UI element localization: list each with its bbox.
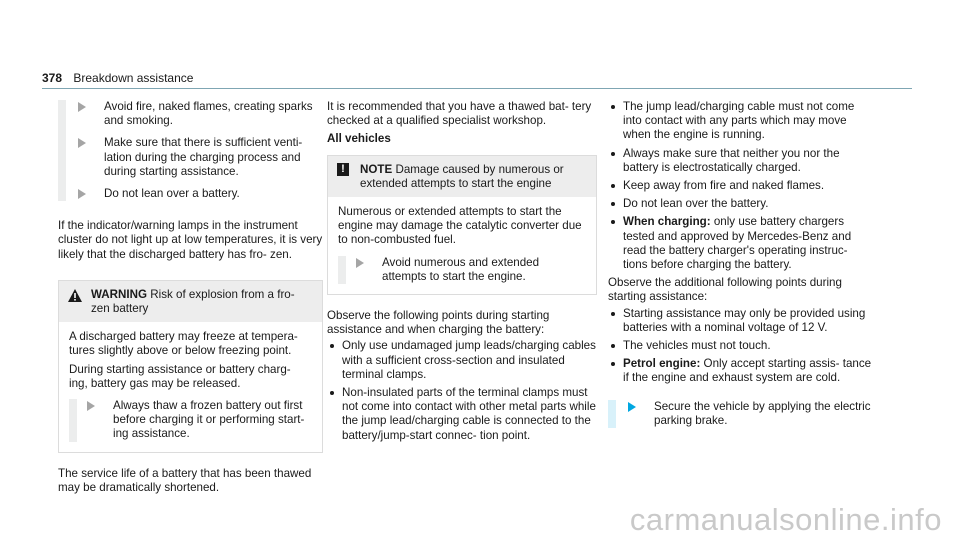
note-header — [328, 156, 596, 197]
exclamation-icon: ! — [337, 163, 349, 176]
final-step-block — [608, 400, 873, 428]
arrow-icon — [78, 189, 86, 199]
step-item — [78, 100, 323, 128]
step-item — [78, 187, 323, 201]
page-number: 378 — [42, 71, 63, 85]
step-text: Always thaw a frozen battery out first before charging it or performing start- ing assistance. — [113, 399, 305, 441]
column-3 — [608, 100, 873, 428]
list-item: Always make sure that neither you nor the battery is electrostatically charged. — [608, 147, 873, 175]
petrol-label: Petrol engine: — [623, 357, 701, 371]
arrow-icon — [356, 258, 364, 268]
header-rule — [42, 88, 912, 89]
charging-label: When charging: — [623, 215, 711, 229]
section-heading: All vehicles — [327, 132, 391, 146]
note-text: Numerous or extended attempts to start the engine may damage the catalytic converter due to non-combusted fuel. — [338, 205, 582, 247]
list-item: Starting assistance may only be provided using batteries with a nominal voltage of 12 V. — [608, 307, 873, 335]
column-1 — [58, 100, 323, 495]
list-item — [608, 215, 873, 272]
warning-body — [59, 322, 322, 451]
bullet-list — [608, 100, 873, 272]
warning-step-block — [69, 399, 312, 442]
list-item: The jump lead/charging cable must not come into contact with any parts which may move when the engine is running. — [608, 100, 873, 143]
charging-text: only use battery chargers tested and approved by Mercedes-Benz and read the battery charger's operating instruc- tions before charging the battery. — [623, 215, 852, 272]
list-item: Do not lean over the battery. — [608, 197, 873, 211]
paragraph: If the indicator/warning lamps in the instrument cluster do not light up at low temperatures, it is very likely that the discharged battery has fro- zen. — [58, 219, 323, 261]
petrol-text: Only accept starting assis- tance if the engine and exhaust system are cold. — [623, 357, 872, 385]
step-item — [87, 399, 312, 442]
list-item: The vehicles must not touch. — [608, 339, 873, 353]
note-title: Damage caused by numerous or extended attempts to start the engine — [360, 162, 564, 190]
paragraph: Observe the additional following points during starting assistance: — [608, 276, 842, 304]
arrow-icon — [78, 102, 86, 112]
bullet-list — [327, 339, 597, 442]
page-header — [42, 71, 193, 85]
list-item: Non-insulated parts of the terminal clamps must not come into contact with other metal parts while the jump lead/charging cable is connected to the battery/jump-start connec- tion point. — [327, 386, 597, 443]
list-item: Only use undamaged jump leads/charging cables with a sufficient cross-section and insulated terminal clamps. — [327, 339, 597, 382]
step-item — [628, 400, 873, 428]
list-item — [608, 357, 873, 385]
warning-text: A discharged battery may freeze at tempera- tures slightly above or below freezing point. — [69, 330, 298, 358]
paragraph: The service life of a battery that has been thawed may be dramatically shortened. — [58, 466, 312, 494]
arrow-icon — [78, 138, 86, 148]
paragraph: Observe the following points during starting assistance and when charging the battery: — [327, 309, 550, 337]
note-body — [328, 197, 596, 294]
warning-text: During starting assistance or battery charg- ing, battery gas may be released. — [69, 362, 291, 390]
step-item — [78, 136, 323, 179]
warning-box — [58, 280, 323, 453]
step-list — [58, 100, 323, 201]
note-box — [327, 155, 597, 295]
watermark: carmanualsonline.info — [629, 501, 942, 537]
column-2 — [327, 100, 597, 447]
step-text: Secure the vehicle by applying the electric parking brake. — [654, 399, 871, 427]
arrow-icon — [87, 401, 95, 411]
step-item — [356, 256, 586, 284]
step-text: Avoid numerous and extended attempts to start the engine. — [382, 255, 540, 283]
note-step-block — [338, 256, 586, 284]
step-text: Make sure that there is sufficient venti- lation during the charging process and during starting assistance. — [104, 136, 303, 178]
step-text: Do not lean over a battery. — [104, 187, 240, 201]
bullet-list — [608, 307, 873, 386]
section-title: Breakdown assistance — [73, 71, 194, 85]
warning-triangle-icon — [68, 289, 82, 302]
warning-title: Risk of explosion from a fro- zen battery — [91, 287, 295, 316]
paragraph: It is recommended that you have a thawed bat- tery checked at a qualified specialist workshop. — [327, 100, 592, 128]
arrow-icon — [628, 402, 636, 412]
warning-header — [59, 281, 322, 322]
step-text: Avoid fire, naked flames, creating sparks and smoking. — [104, 100, 313, 128]
note-label: NOTE — [360, 162, 393, 176]
warning-label: WARNING — [91, 287, 148, 301]
list-item: Keep away from fire and naked flames. — [608, 179, 873, 193]
